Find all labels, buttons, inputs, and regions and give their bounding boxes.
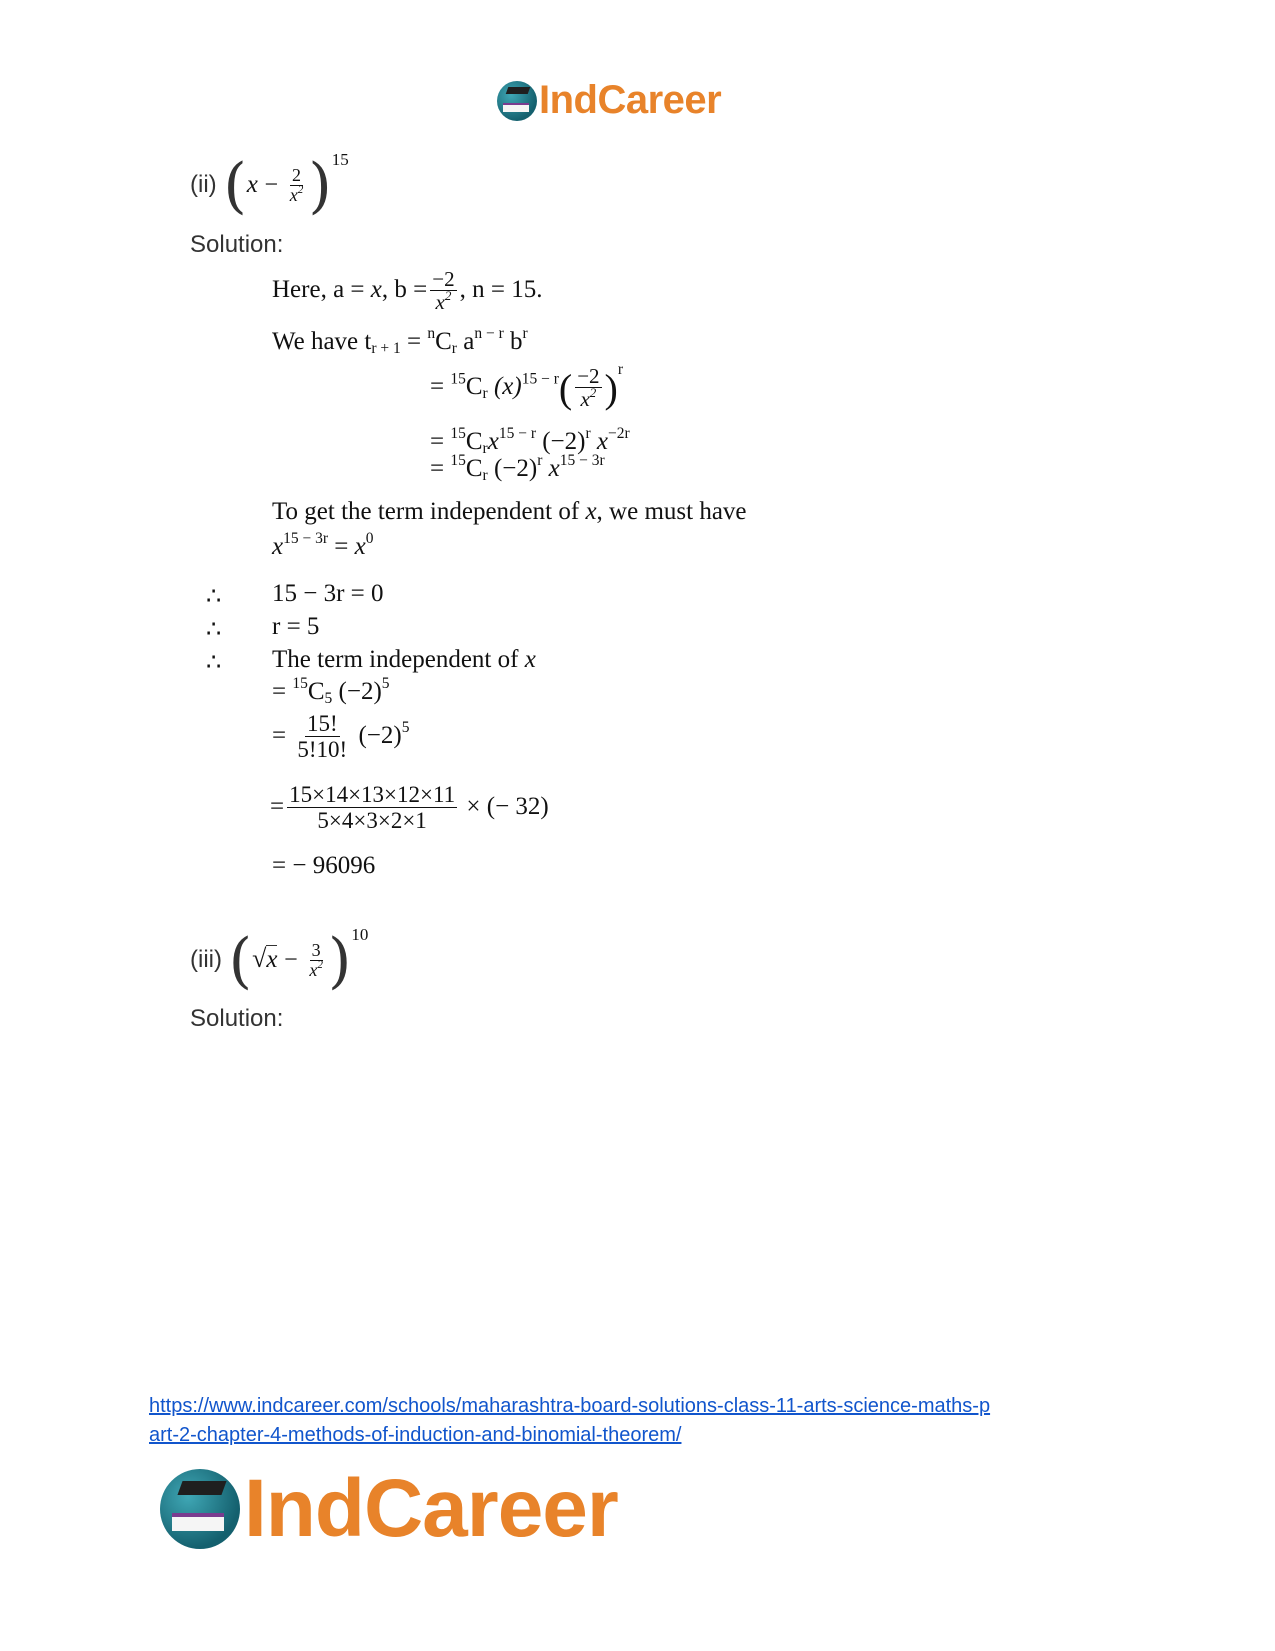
- logo-text: IndCareer: [244, 1463, 618, 1554]
- power-equation: $x^{15 - 3r} = x^0$: [272, 530, 374, 560]
- question-ii: (ii) (x − $\frac{2}{x^2}$ )$^{15}$: [190, 150, 349, 221]
- fraction: $\frac{2}{x^2}$: [289, 165, 304, 205]
- term-step-1: = $^{15}C_5$ $(-2)^5$: [272, 675, 390, 707]
- power: 15: [331, 150, 349, 169]
- equation-1: 15 − 3r = 0: [272, 580, 384, 607]
- fraction: $\frac{3}{x^2}$: [309, 940, 323, 980]
- logo-globe-icon: [497, 81, 537, 121]
- here-line: Here, a = x, b = $\frac{-2}{x^2}$ , n = 15.: [272, 267, 543, 315]
- header-logo: [497, 78, 721, 123]
- step-3: = $^{15}C_r$ $(-2)^r$ $x^{15 - 3r}$: [430, 452, 605, 484]
- logo-text: IndCareer: [539, 78, 722, 122]
- term-step-3: = $\frac{15\times 14\times 13\times 12\times 11}{5\times 4\times 3\times 2\times 1}$ × (− 32): [270, 782, 549, 834]
- solution-label-iii: Solution:: [190, 1005, 284, 1032]
- sqrt-symbol: √: [252, 944, 267, 974]
- therefore-symbol: ∴: [206, 617, 222, 643]
- therefore-symbol: ∴: [206, 650, 222, 676]
- question-label: (iii): [190, 946, 222, 974]
- step-2: = $^{15}C_rx^{15 - r}$ $(-2)^r$ $x^{-2r}$: [430, 425, 630, 457]
- therefore-symbol: ∴: [206, 584, 222, 610]
- final-answer: = − 96096: [272, 852, 376, 879]
- solution-label-ii: Solution:: [190, 231, 284, 258]
- we-have-line: We have $t_{r + 1} = ^nC_r$ $a^{n - r}$ $b^r$: [272, 325, 528, 357]
- question-label: (ii): [190, 171, 217, 199]
- logo-globe-icon: [160, 1469, 240, 1549]
- power: 10: [351, 925, 369, 944]
- source-link-line-1[interactable]: https://www.indcareer.com/schools/maharashtra-board-solutions-class-11-arts-science-maths-p: [149, 1395, 991, 1417]
- step-1: = $^{15}C_r$ $(x)^{15 - r}$( $\frac{-2}{x^2}$ )$^r$: [430, 361, 624, 412]
- footer-logo: [160, 1462, 618, 1556]
- term-step-2: = $\frac{15!}{5!10!}$ $(-2)^5$: [272, 711, 410, 763]
- footer-link-block: [149, 1392, 1149, 1450]
- independent-line: To get the term independent of x, we must have: [272, 498, 747, 525]
- equation-2: r = 5: [272, 613, 320, 640]
- source-link-line-2[interactable]: art-2-chapter-4-methods-of-induction-and-binomial-theorem/: [149, 1424, 682, 1446]
- term-line: The term independent of x: [272, 646, 536, 673]
- question-iii: (iii) (√x − $\frac{3}{x^2}$ )$^{10}$: [190, 925, 369, 996]
